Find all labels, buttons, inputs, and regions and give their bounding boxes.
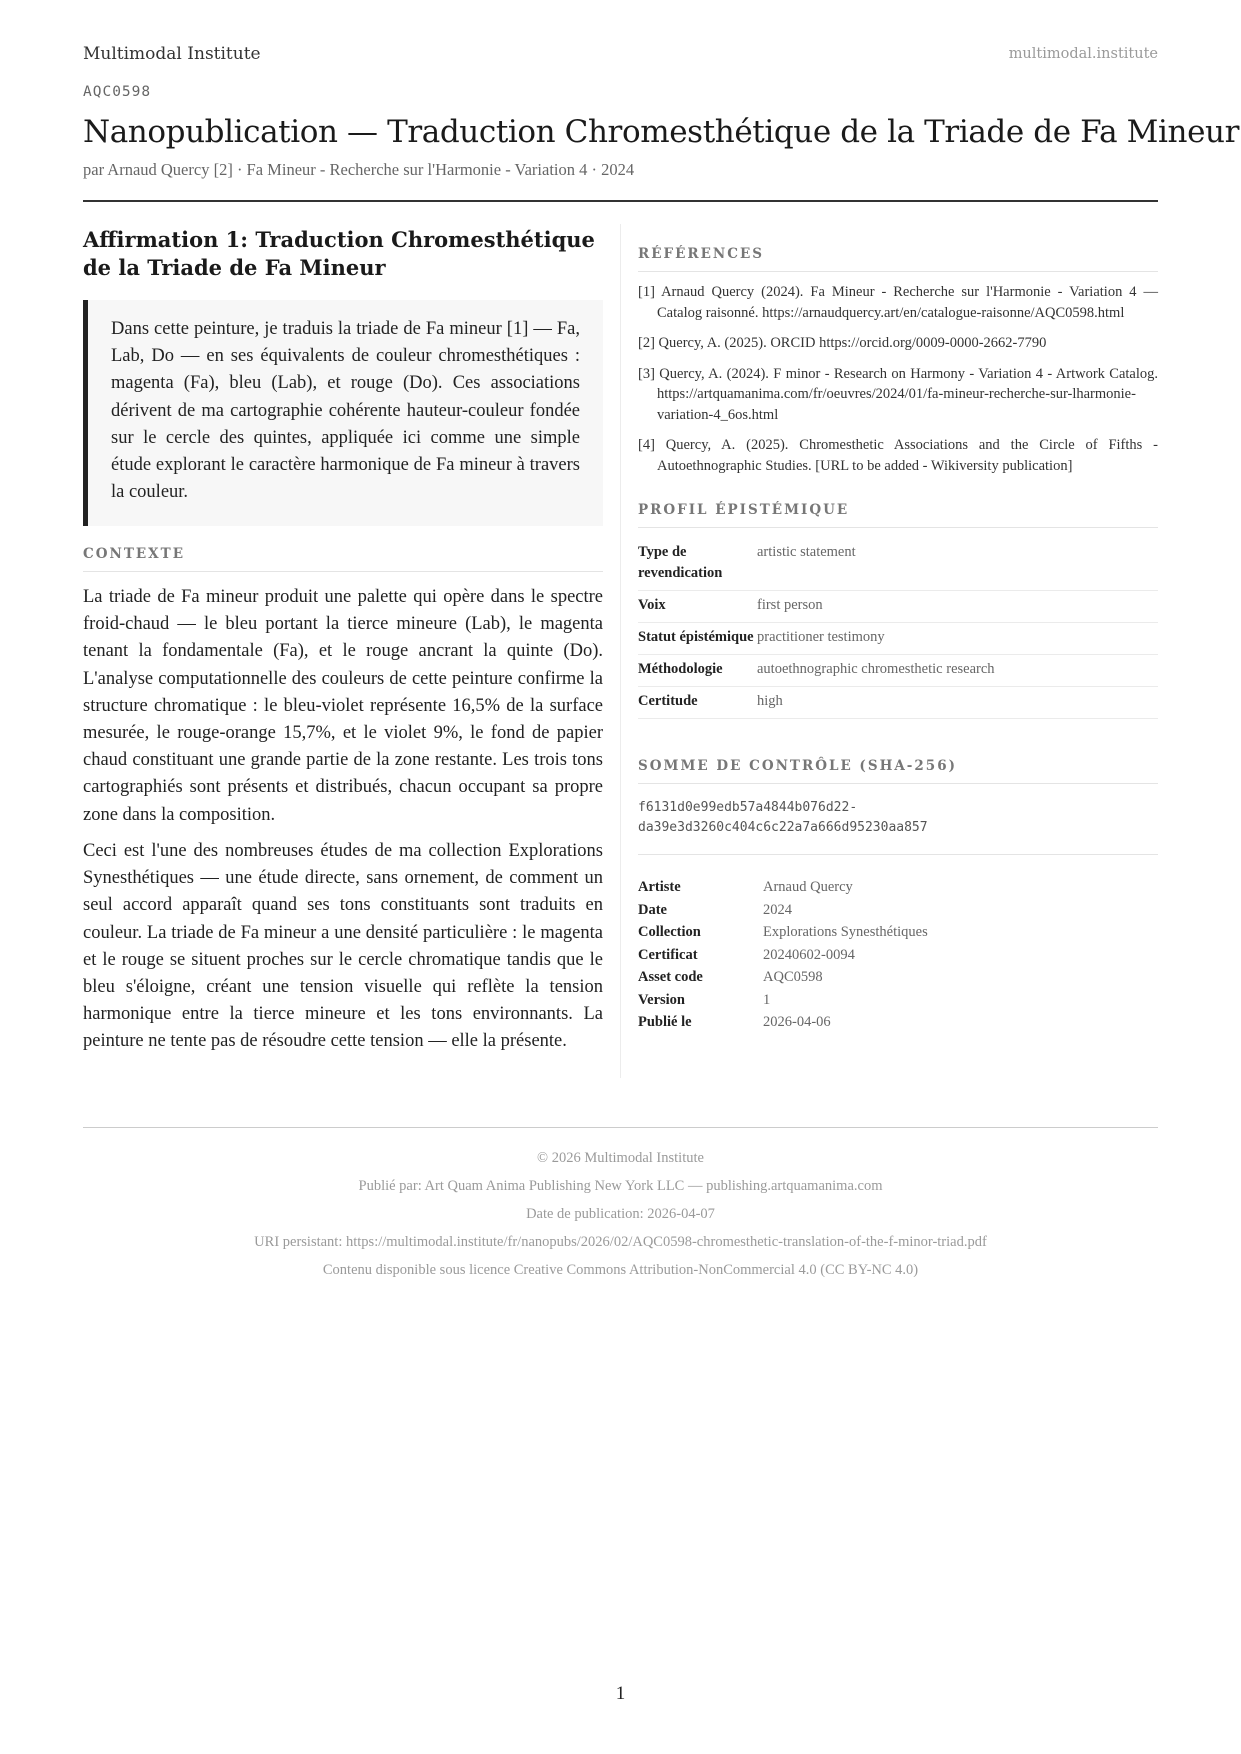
page-footer bbox=[83, 1144, 1158, 1284]
reference-item: [1] Arnaud Quercy (2024). Fa Mineur - Recherche sur l'Harmonie - Variation 4 — Catalog raisonné. https://arnaudquercy.art/en/catalogue-raisonne/AQC0598.html bbox=[638, 284, 1158, 321]
references-list bbox=[638, 282, 1158, 486]
epistemic-profile-table bbox=[638, 538, 1158, 719]
page-header bbox=[83, 44, 1158, 68]
metadata-row bbox=[638, 989, 1158, 1012]
page-title: Nanopublication — Traduction Chromesthétique de la Triade de Fa Mineur bbox=[83, 114, 1240, 150]
footer-publication-date: Date de publication: 2026-04-07 bbox=[526, 1206, 715, 1222]
byline: par Arnaud Quercy [2] · Fa Mineur - Recherche sur l'Harmonie - Variation 4 · 2024 bbox=[83, 160, 635, 179]
column-divider bbox=[620, 224, 621, 1078]
metadata-row bbox=[638, 921, 1158, 944]
epistemic-profile-label-divider bbox=[638, 527, 1158, 528]
header-divider bbox=[83, 200, 1158, 202]
metadata-row bbox=[638, 966, 1158, 989]
profile-value: autoethnographic chromesthetic research bbox=[757, 661, 995, 677]
metadata-key: Asset code bbox=[638, 969, 703, 985]
references-section-label bbox=[638, 246, 1158, 272]
reference-item: [3] Quercy, A. (2024). F minor - Research on Harmony - Variation 4 - Artwork Catalog. https://artquamanima.com/fr/oeuvres/2024/01/fa-mineur-recherche-sur-lharmonie-variation-4_6os.html bbox=[638, 365, 1158, 423]
profile-key: Certitude bbox=[638, 693, 698, 709]
footer-persistent-uri: URI persistant: https://multimodal.institute/fr/nanopubs/2026/02/AQC0598-chromesthetic-translation-of-the-f-minor-triad.pdf bbox=[254, 1234, 987, 1250]
profile-value: high bbox=[757, 693, 783, 709]
profile-key: Statut épistémique bbox=[638, 629, 754, 645]
checksum-label-divider bbox=[638, 783, 1158, 784]
profile-row bbox=[638, 623, 1158, 655]
metadata-value: Arnaud Quercy bbox=[763, 879, 853, 895]
page-number: 1 bbox=[615, 1683, 626, 1704]
footer-divider bbox=[83, 1127, 1158, 1128]
metadata-key: Collection bbox=[638, 924, 701, 940]
context-section-label bbox=[83, 546, 603, 572]
epistemic-profile-section-label bbox=[638, 502, 1158, 528]
references-label-divider bbox=[638, 271, 1158, 272]
organization-name: Multimodal Institute bbox=[83, 44, 261, 64]
footer-copyright: © 2026 Multimodal Institute bbox=[537, 1150, 704, 1166]
checksum-value bbox=[638, 798, 1158, 838]
context-paragraph: La triade de Fa mineur produit une palette qui opère dans le spectre froid-chaud — le bleu portant la tierce mineure (Lab), le magenta tenant la fondamentale (Fa), et le rouge ancrant la quinte (Do). L'analyse computationnelle des couleurs de cette peinture confirme la structure chromatique : le bleu-violet représente 16,5% de la surface mesurée, le rouge-orange 15,7%, et le violet 9%, le fond de papier chaud constituant une grande partie de la zone restante. Les trois tons cartographiés sont présents et distribués, chacun occupant sa propre zone dans la composition. bbox=[83, 587, 603, 825]
metadata-value: 20240602-0094 bbox=[763, 946, 855, 963]
metadata-value: 2024 bbox=[763, 901, 792, 918]
epistemic-profile-label-text: PROFIL ÉPISTÉMIQUE bbox=[638, 502, 850, 518]
reference-item: [2] Quercy, A. (2025). ORCID https://orcid.org/0009-0000-2662-7790 bbox=[638, 335, 1047, 351]
metadata-key: Publié le bbox=[638, 1014, 692, 1030]
profile-value: first person bbox=[757, 597, 823, 613]
metadata-row bbox=[638, 899, 1158, 922]
metadata-value: AQC0598 bbox=[763, 969, 823, 985]
reference-item: [4] Quercy, A. (2025). Chromesthetic Associations and the Circle of Fifths - Autoethnographic Studies. [URL to be added - Wikiversity publication] bbox=[638, 437, 1158, 474]
metadata-key: Date bbox=[638, 901, 667, 918]
metadata-value: 2026-04-06 bbox=[763, 1014, 831, 1030]
checksum-line: da39e3d3260c404c6c22a7a666d95230aa857 bbox=[638, 820, 928, 835]
context-paragraph: Ceci est l'une des nombreuses études de ma collection Explorations Synesthétiques — une étude directe, sans ornement, de comment un seul accord apparaît quand ses tons constituants sont traduits en couleur. La triade de Fa mineur a une densité particulière : le magenta et le rouge se situent proches sur le cercle chromatique tandis que le bleu s'éloigne, créant une tension visuelle qui reflète la tension harmonique entre la tierce mineure et les tons environnants. La peinture ne tente pas de résoudre cette tension — elle la présente. bbox=[83, 841, 603, 1052]
references-label-text: RÉFÉRENCES bbox=[638, 246, 765, 262]
footer-publisher: Publié par: Art Quam Anima Publishing New York LLC — publishing.artquamanima.com bbox=[358, 1178, 883, 1194]
profile-row bbox=[638, 591, 1158, 623]
checksum-label-text: SOMME DE CONTRÔLE (SHA-256) bbox=[638, 758, 957, 774]
profile-key: Méthodologie bbox=[638, 661, 723, 677]
profile-value: practitioner testimony bbox=[757, 629, 885, 645]
profile-row bbox=[638, 655, 1158, 687]
profile-key: Type de revendication bbox=[638, 544, 723, 581]
metadata-key: Artiste bbox=[638, 879, 681, 895]
metadata-row bbox=[638, 1011, 1158, 1034]
metadata-value: Explorations Synesthétiques bbox=[763, 924, 928, 940]
context-label-text: CONTEXTE bbox=[83, 546, 185, 562]
checksum-section-label bbox=[638, 758, 1158, 784]
metadata-key: Version bbox=[638, 991, 685, 1008]
asset-code: AQC0598 bbox=[83, 84, 152, 100]
context-label-divider bbox=[83, 571, 603, 572]
claim-heading: Affirmation 1: Traduction Chromesthétique de la Triade de Fa Mineur bbox=[83, 227, 595, 280]
metadata-value: 1 bbox=[763, 991, 771, 1008]
footer-license: Contenu disponible sous licence Creative Commons Attribution-NonCommercial 4.0 (CC BY-NC 4.0) bbox=[322, 1262, 919, 1278]
profile-row bbox=[638, 538, 1158, 591]
profile-value: artistic statement bbox=[757, 544, 856, 560]
main-column bbox=[83, 226, 603, 1052]
document-page bbox=[83, 0, 1240, 1754]
profile-row bbox=[638, 687, 1158, 719]
metadata-row bbox=[638, 944, 1158, 967]
claim-quote: Dans cette peinture, je traduis la triade de Fa mineur [1] — Fa, Lab, Do — en ses équivalents de couleur chromesthétiques : magenta (Fa), bleu (Lab), et rouge (Do). Ces associations dérivent de ma cartographie cohérente hauteur-couleur fondée sur le cercle des quintes, appliquée ici comme une simple étude explorant le caractère harmonique de Fa mineur à travers la couleur. bbox=[83, 300, 603, 526]
metadata-row bbox=[638, 876, 1158, 899]
checksum-divider bbox=[638, 854, 1158, 855]
profile-key: Voix bbox=[638, 597, 666, 613]
metadata-table bbox=[638, 876, 1158, 1034]
organization-domain: multimodal.institute bbox=[1008, 46, 1158, 62]
checksum-line: f6131d0e99edb57a4844b076d22- bbox=[638, 800, 858, 815]
metadata-key: Certificat bbox=[638, 946, 698, 963]
